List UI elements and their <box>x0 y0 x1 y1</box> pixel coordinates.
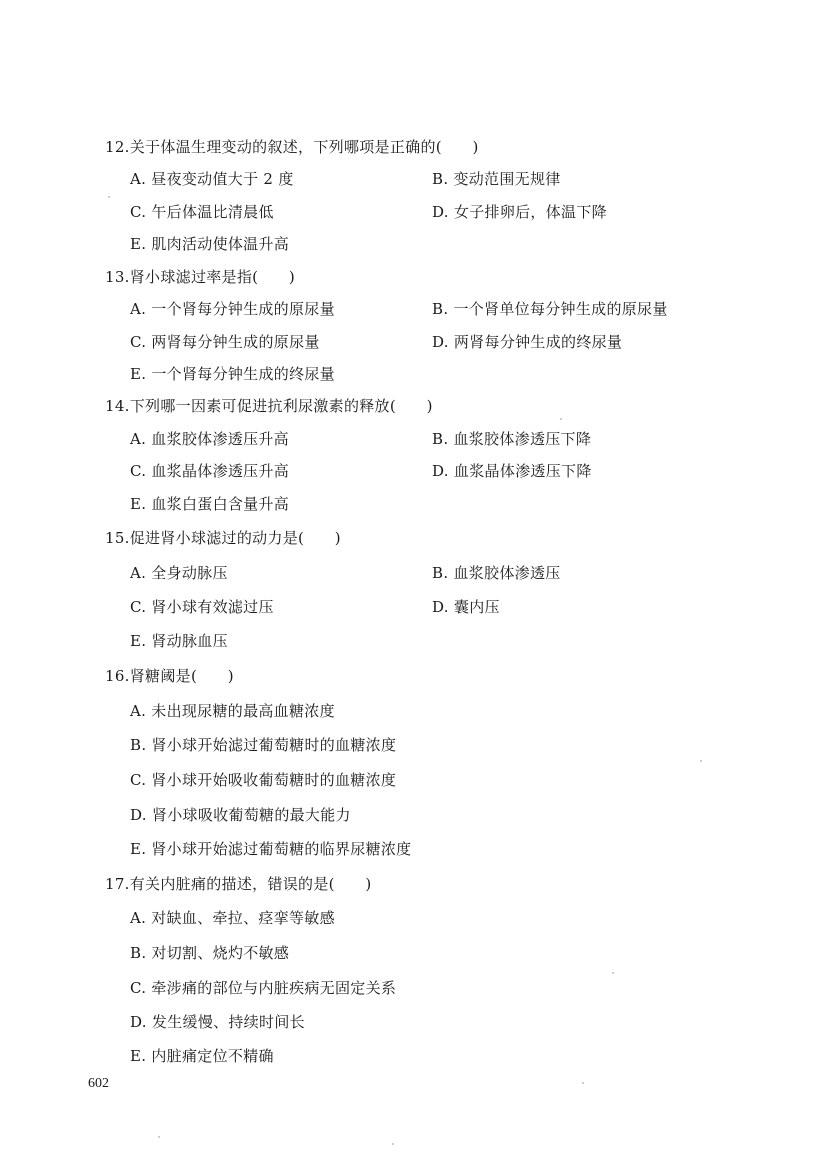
question-12-option-b: B. 变动范围无规律 <box>432 170 561 188</box>
page-number: 602 <box>88 1076 109 1091</box>
question-13-option-c: C. 两肾每分钟生成的原尿量 <box>130 333 320 351</box>
question-15-option-a: A. 全身动脉压 <box>130 564 228 582</box>
question-15-stem: 15.促进肾小球滤过的动力是( ) <box>105 529 341 547</box>
question-12-option-a: A. 昼夜变动值大于 2 度 <box>130 170 294 188</box>
question-17-option-e: E. 内脏痛定位不精确 <box>130 1047 274 1065</box>
question-17-option-b: B. 对切割、烧灼不敏感 <box>130 944 290 962</box>
question-13-option-a: A. 一个肾每分钟生成的原尿量 <box>130 300 335 318</box>
question-13-option-d: D. 两肾每分钟生成的终尿量 <box>432 333 623 351</box>
question-13-stem: 13.肾小球滤过率是指( ) <box>105 268 296 286</box>
question-17-option-d: D. 发生缓慢、持续时间长 <box>130 1013 305 1031</box>
question-12-stem: 12.关于体温生理变动的叙述，下列哪项是正确的( ) <box>105 138 479 156</box>
question-16-option-b: B. 肾小球开始滤过葡萄糖时的血糖浓度 <box>130 736 397 754</box>
scan-speck <box>108 196 110 198</box>
question-14-option-e: E. 血浆白蛋白含量升高 <box>130 495 290 513</box>
question-13-option-b: B. 一个肾单位每分钟生成的原尿量 <box>432 300 668 318</box>
question-12-option-e: E. 肌肉活动使体温升高 <box>130 235 290 253</box>
scan-speck <box>582 1082 584 1084</box>
question-16-option-c: C. 肾小球开始吸收葡萄糖时的血糖浓度 <box>130 771 397 789</box>
question-15-option-e: E. 肾动脉血压 <box>130 632 228 650</box>
scan-speck <box>560 418 562 420</box>
scan-speck <box>158 1136 160 1138</box>
question-17-option-a: A. 对缺血、牵拉、痉挛等敏感 <box>130 909 335 927</box>
scan-speck <box>392 1143 394 1145</box>
question-14-option-c: C. 血浆晶体渗透压升高 <box>130 462 290 480</box>
question-14-option-a: A. 血浆胶体渗透压升高 <box>130 430 289 448</box>
question-13-option-e: E. 一个肾每分钟生成的终尿量 <box>130 365 335 383</box>
question-16-option-d: D. 肾小球吸收葡萄糖的最大能力 <box>130 806 351 824</box>
question-12-option-d: D. 女子排卵后，体温下降 <box>432 203 607 221</box>
scan-speck <box>612 972 614 974</box>
question-17-stem: 17.有关内脏痛的描述，错误的是( ) <box>105 875 372 893</box>
question-17-option-c: C. 牵涉痛的部位与内脏疾病无固定关系 <box>130 979 397 997</box>
question-16-stem: 16.肾糖阈是( ) <box>105 667 234 685</box>
question-16-option-e: E. 肾小球开始滤过葡萄糖的临界尿糖浓度 <box>130 840 412 858</box>
question-14-option-b: B. 血浆胶体渗透压下降 <box>432 430 592 448</box>
question-15-option-c: C. 肾小球有效滤过压 <box>130 598 274 616</box>
scan-speck <box>700 760 702 762</box>
question-15-option-b: B. 血浆胶体渗透压 <box>432 564 561 582</box>
question-14-stem: 14.下列哪一因素可促进抗利尿激素的释放( ) <box>105 397 433 415</box>
question-16-option-a: A. 未出现尿糖的最高血糖浓度 <box>130 702 335 720</box>
question-14-option-d: D. 血浆晶体渗透压下降 <box>432 462 592 480</box>
question-15-option-d: D. 囊内压 <box>432 598 500 616</box>
question-12-option-c: C. 午后体温比清晨低 <box>130 203 274 221</box>
